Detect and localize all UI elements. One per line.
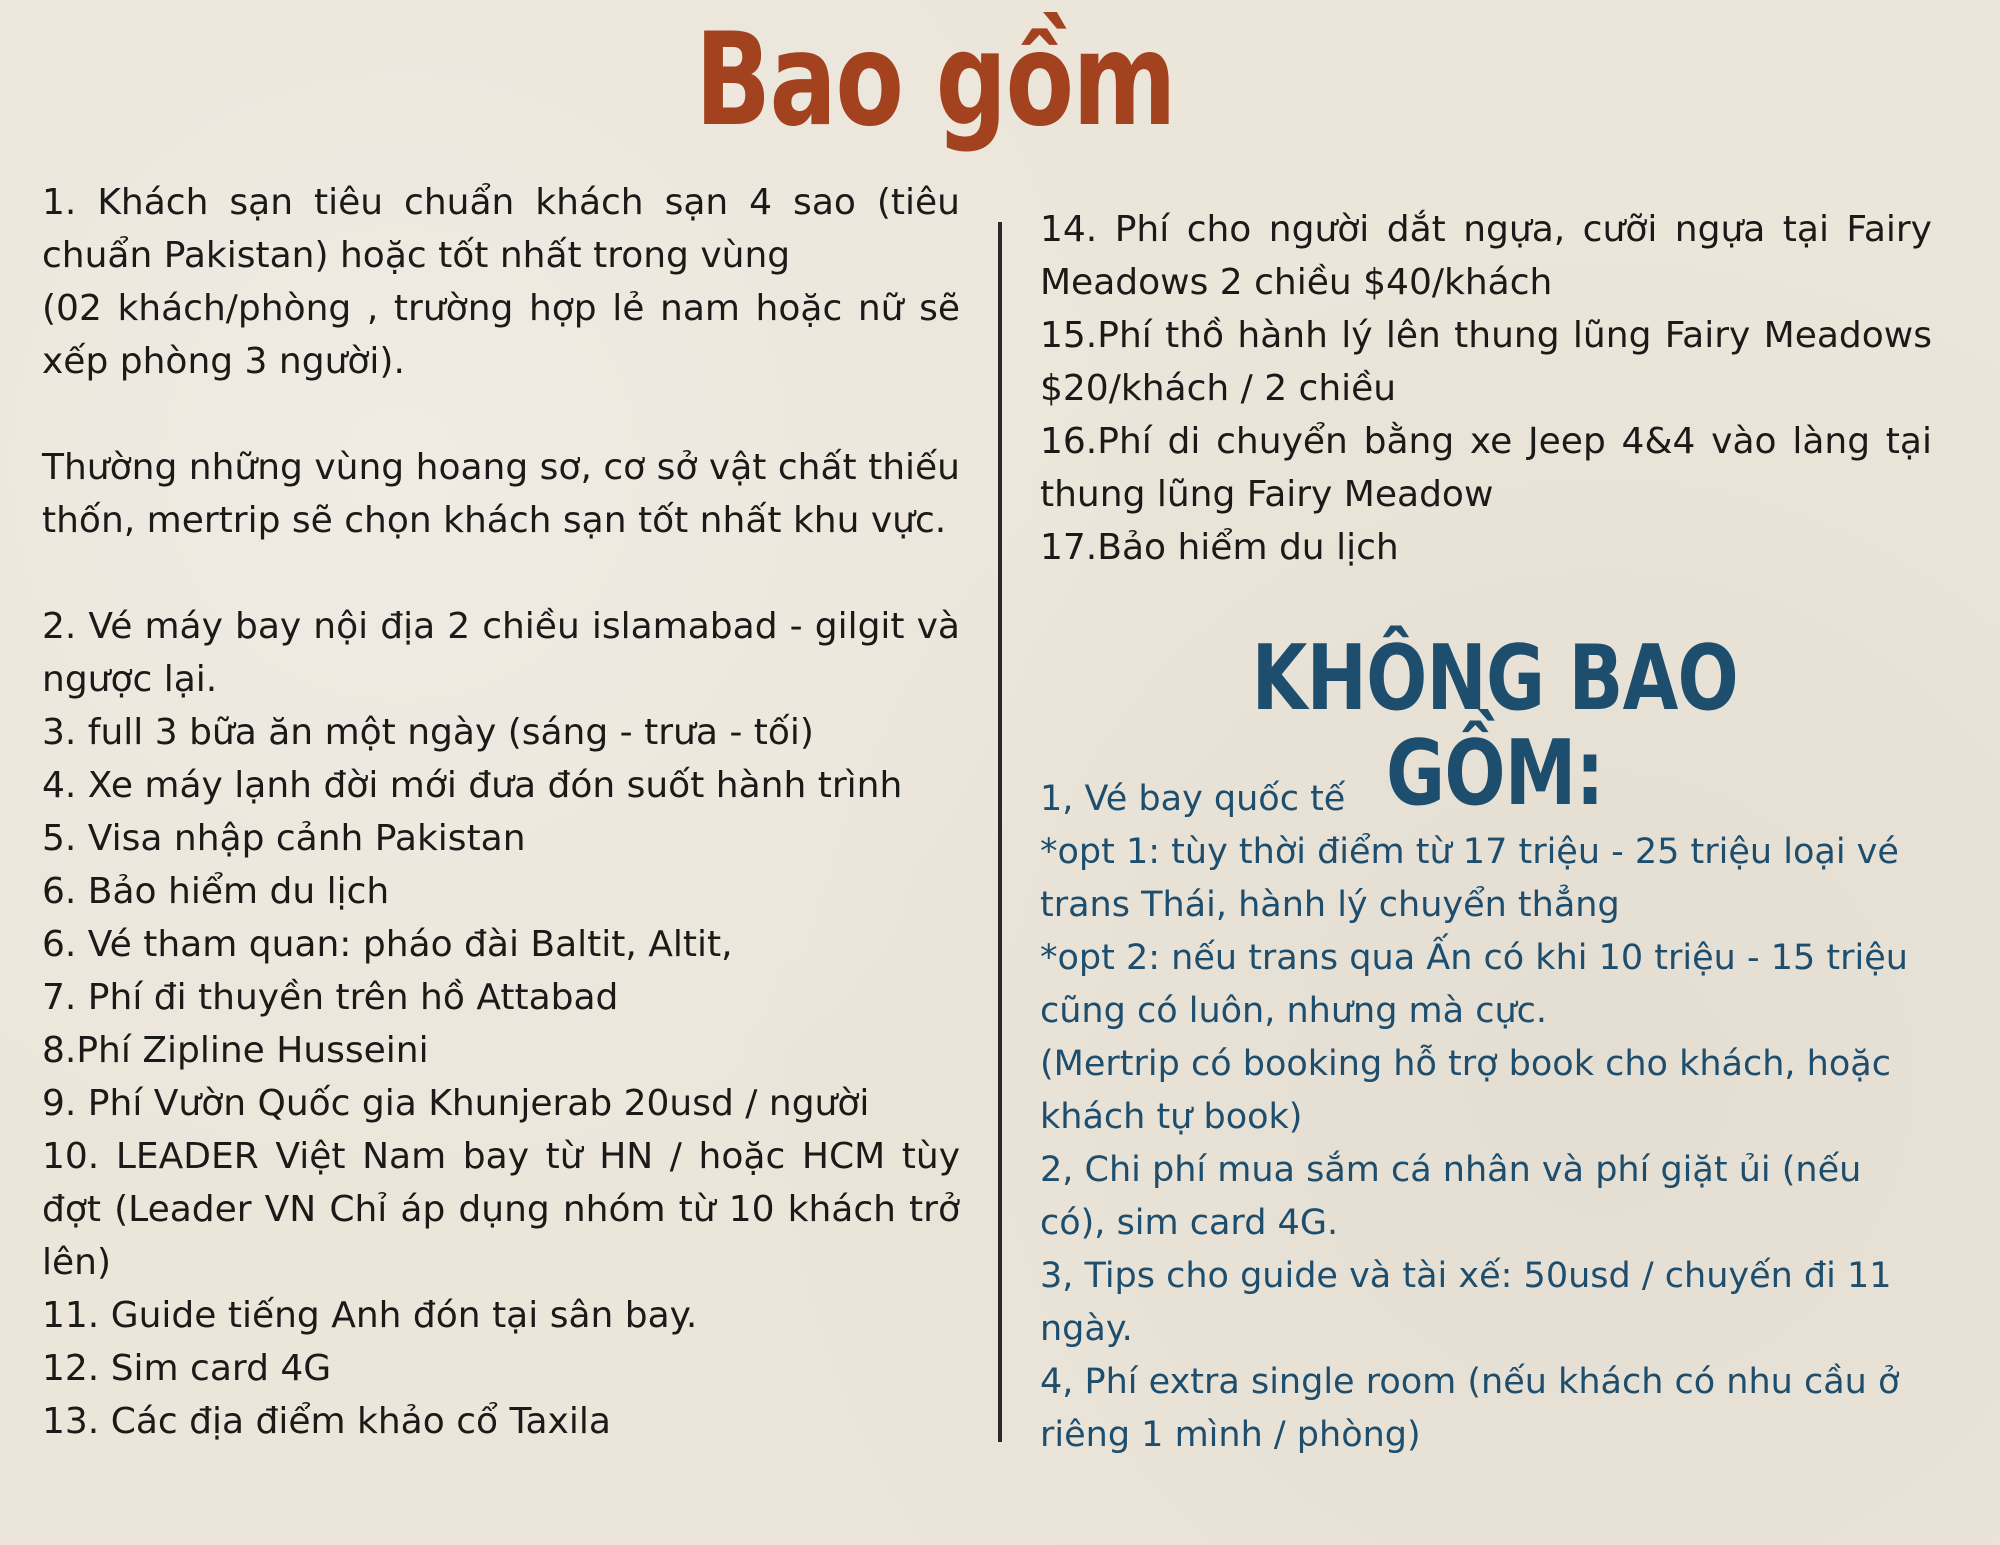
included-item: 13. Các địa điểm khảo cổ Taxila [42, 1401, 611, 1442]
excluded-item: *opt 2: nếu trans qua Ấn có khi 10 triệu - 15 triệu cũng có luôn, nhưng mà cực. [1040, 938, 1908, 1031]
excluded-item: *opt 1: tùy thời điểm từ 17 triệu - 25 triệu loại vé trans Thái, hành lý chuyển thẳng [1040, 832, 1899, 925]
included-item: 9. Phí Vườn Quốc gia Khunjerab 20usd / người [42, 1083, 870, 1124]
included-item: 7. Phí đi thuyền trên hồ Attabad [42, 977, 619, 1018]
included-item: (02 khách/phòng , trường hợp lẻ nam hoặc nữ sẽ xếp phòng 3 người). [42, 288, 960, 382]
included-item: 4. Xe máy lạnh đời mới đưa đón suốt hành trình [42, 765, 903, 806]
excluded-item: 4, Phí extra single room (nếu khách có nhu cầu ở riêng 1 mình / phòng) [1040, 1362, 1900, 1455]
excluded-list [1040, 773, 1932, 1462]
included-item: 1. Khách sạn tiêu chuẩn khách sạn 4 sao (tiêu chuẩn Pakistan) hoặc tốt nhất trong vùng [42, 182, 960, 276]
excluded-item: (Mertrip có booking hỗ trợ book cho khách, hoặc khách tự book) [1040, 1044, 1891, 1137]
excluded-item: 2, Chi phí mua sắm cá nhân và phí giặt ủi (nếu có), sim card 4G. [1040, 1150, 1862, 1243]
included-item: Thường những vùng hoang sơ, cơ sở vật chất thiếu thốn, mertrip sẽ chọn khách sạn tốt nhất khu vực. [42, 447, 960, 541]
included-item: 16.Phí di chuyển bằng xe Jeep 4&4 vào làng tại thung lũng Fairy Meadow [1040, 421, 1932, 515]
included-item: 12. Sim card 4G [42, 1348, 332, 1389]
included-list-left [42, 176, 960, 1448]
included-list-right [1040, 203, 1932, 574]
included-item: 8.Phí Zipline Husseini [42, 1030, 429, 1071]
included-item: 2. Vé máy bay nội địa 2 chiều islamabad - gilgit và ngược lại. [42, 606, 960, 700]
included-item: 3. full 3 bữa ăn một ngày (sáng - trưa - tối) [42, 712, 814, 753]
included-item: 15.Phí thồ hành lý lên thung lũng Fairy Meadows $20/khách / 2 chiều [1040, 315, 1932, 409]
page-title: Bao gồm [695, 6, 1175, 155]
included-item: 6. Vé tham quan: pháo đài Baltit, Altit, [42, 924, 733, 965]
included-item: 14. Phí cho người dắt ngựa, cưỡi ngựa tại Fairy Meadows 2 chiều $40/khách [1040, 209, 1932, 303]
included-item: 17.Bảo hiểm du lịch [1040, 527, 1399, 568]
excluded-item: 1, Vé bay quốc tế [1040, 779, 1346, 819]
included-item: 6. Bảo hiểm du lịch [42, 871, 390, 912]
spacer [42, 547, 960, 600]
included-item: 5. Visa nhập cảnh Pakistan [42, 818, 526, 859]
column-divider [998, 222, 1002, 1442]
excluded-title: KHÔNG BAO GỒM: [1251, 626, 1738, 826]
included-item: 11. Guide tiếng Anh đón tại sân bay. [42, 1295, 698, 1336]
excluded-item: 3, Tips cho guide và tài xế: 50usd / chuyến đi 11 ngày. [1040, 1256, 1892, 1349]
spacer [42, 388, 960, 441]
included-item: 10. LEADER Việt Nam bay từ HN / hoặc HCM tùy đợt (Leader VN Chỉ áp dụng nhóm từ 10 khách trở lên) [42, 1136, 960, 1283]
